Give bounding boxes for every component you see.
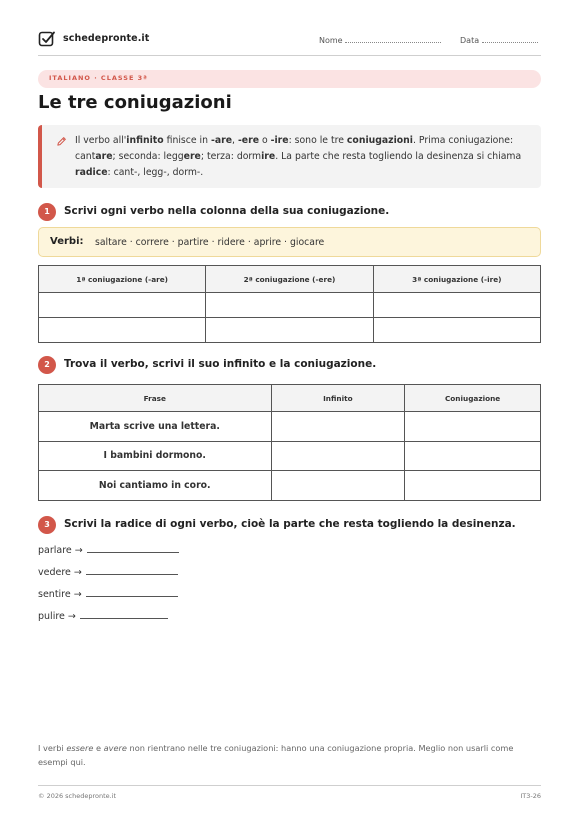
rule-text-segment: : sono le tre <box>288 135 347 146</box>
answer-blank[interactable] <box>86 587 178 597</box>
verb-prompt: pulire → <box>38 611 76 622</box>
answer-cell[interactable] <box>39 318 206 343</box>
name-label: Nome <box>319 36 343 45</box>
rule-keyword: -ere <box>237 135 260 146</box>
copyright: © 2026 schedepronte.it <box>38 792 117 800</box>
category-label: ITALIANO · CLASSE 3ª <box>49 74 148 82</box>
site-name: schedepronte.it <box>63 33 150 44</box>
rule-keyword: infinito <box>126 135 164 146</box>
sentence-cell: I bambini dormono. <box>39 441 272 471</box>
answer-cell[interactable] <box>206 318 373 343</box>
table-row <box>39 412 541 442</box>
rule-text-segment: . La parte che resta togliendo la desinenza si chiama <box>275 151 522 162</box>
verbs-label: Verbi: <box>50 236 84 247</box>
answer-blank[interactable] <box>86 565 178 575</box>
footnote-segment: e <box>93 743 104 753</box>
exercise-number-badge: 2 <box>38 356 56 374</box>
answer-cell[interactable] <box>206 293 373 318</box>
name-field[interactable] <box>319 35 441 45</box>
footnote-verb: essere <box>66 743 94 753</box>
pencil-icon <box>56 136 67 147</box>
table-header-row <box>39 385 541 412</box>
column-header: Frase <box>39 385 272 412</box>
exercise-title: Scrivi ogni verbo nella colonna della sua coniugazione. <box>64 205 390 217</box>
conjugation-cell[interactable] <box>405 471 541 501</box>
rule-text-segment: finisce in <box>163 135 211 146</box>
rule-text <box>75 133 535 181</box>
page-footer <box>38 785 541 799</box>
rule-keyword: -ire <box>270 135 289 146</box>
rule-keyword: -are <box>211 135 233 146</box>
footnote-segment: non rientrano nelle tre coniugazioni: hanno una coniugazione propria. Meglio non usarli come esempi qui. <box>38 743 514 767</box>
date-field[interactable] <box>460 35 538 45</box>
table-row <box>39 293 541 318</box>
exercise-2-heading <box>38 355 541 375</box>
rule-text-segment: Il verbo all' <box>75 135 127 146</box>
name-blank[interactable] <box>345 35 441 43</box>
list-item <box>38 565 178 578</box>
rule-keyword: ere <box>183 151 201 162</box>
rule-box <box>38 125 541 188</box>
sentence-cell: Marta scrive una lettera. <box>39 412 272 442</box>
answer-cell[interactable] <box>39 293 206 318</box>
rule-keyword: radice <box>75 167 108 178</box>
answer-blank[interactable] <box>87 543 179 553</box>
sheet-code: IT3-26 <box>520 792 541 800</box>
rule-text-segment: : cant-, legg-, dorm-. <box>107 167 204 178</box>
rule-keyword: coniugazioni <box>346 135 413 146</box>
checkbox-logo-icon <box>38 30 56 48</box>
list-item <box>38 609 168 622</box>
infinitive-cell[interactable] <box>271 441 405 471</box>
date-blank[interactable] <box>482 35 538 43</box>
verb-prompt: parlare → <box>38 545 83 556</box>
list-item <box>38 543 179 556</box>
verb-prompt: vedere → <box>38 567 82 578</box>
column-header: 3ª coniugazione (-ire) <box>373 266 540 293</box>
footnote-segment: I verbi <box>38 743 67 753</box>
verbs-box <box>38 227 541 257</box>
column-header: 2ª coniugazione (-ere) <box>206 266 373 293</box>
rule-keyword: ire <box>261 151 276 162</box>
column-header: Coniugazione <box>405 385 541 412</box>
table-header-row <box>39 266 541 293</box>
rule-text-segment: , <box>232 135 238 146</box>
exercise-1-heading <box>38 202 541 222</box>
table-row <box>39 471 541 501</box>
rule-text-segment: ; terza: dorm <box>200 151 262 162</box>
page-title: Le tre coniugazioni <box>38 92 232 113</box>
infinitive-cell[interactable] <box>271 471 405 501</box>
infinitive-cell[interactable] <box>271 412 405 442</box>
column-header: Infinito <box>271 385 405 412</box>
sentence-cell: Noi cantiamo in coro. <box>39 471 272 501</box>
category-badge <box>38 70 541 88</box>
rule-keyword: are <box>95 151 113 162</box>
exercise-number-badge: 3 <box>38 516 56 534</box>
verbs-list: saltare · correre · partire · ridere · aprire · giocare <box>95 237 325 248</box>
conjugation-table <box>38 265 541 343</box>
answer-cell[interactable] <box>373 318 540 343</box>
page-header <box>38 28 541 56</box>
footnote <box>38 741 541 769</box>
sentence-table <box>38 384 541 501</box>
exercise-title: Scrivi la radice di ogni verbo, cioè la parte che resta togliendo la desinenza. <box>64 518 516 530</box>
answer-blank[interactable] <box>80 609 168 619</box>
table-row <box>39 441 541 471</box>
answer-cell[interactable] <box>373 293 540 318</box>
conjugation-cell[interactable] <box>405 441 541 471</box>
rule-text-segment: ; seconda: legg <box>112 151 184 162</box>
column-header: 1ª coniugazione (-are) <box>39 266 206 293</box>
conjugation-cell[interactable] <box>405 412 541 442</box>
exercise-number-badge: 1 <box>38 203 56 221</box>
footnote-verb: avere <box>103 743 127 753</box>
list-item <box>38 587 178 600</box>
rule-text-segment: o <box>259 135 271 146</box>
date-label: Data <box>460 36 480 45</box>
rule-text-segment: . Prima coniugazione: cant <box>75 135 514 162</box>
exercise-title: Trova il verbo, scrivi il suo infinito e la coniugazione. <box>64 358 377 370</box>
verb-prompt: sentire → <box>38 589 82 600</box>
table-row <box>39 318 541 343</box>
exercise-3-heading <box>38 515 541 535</box>
